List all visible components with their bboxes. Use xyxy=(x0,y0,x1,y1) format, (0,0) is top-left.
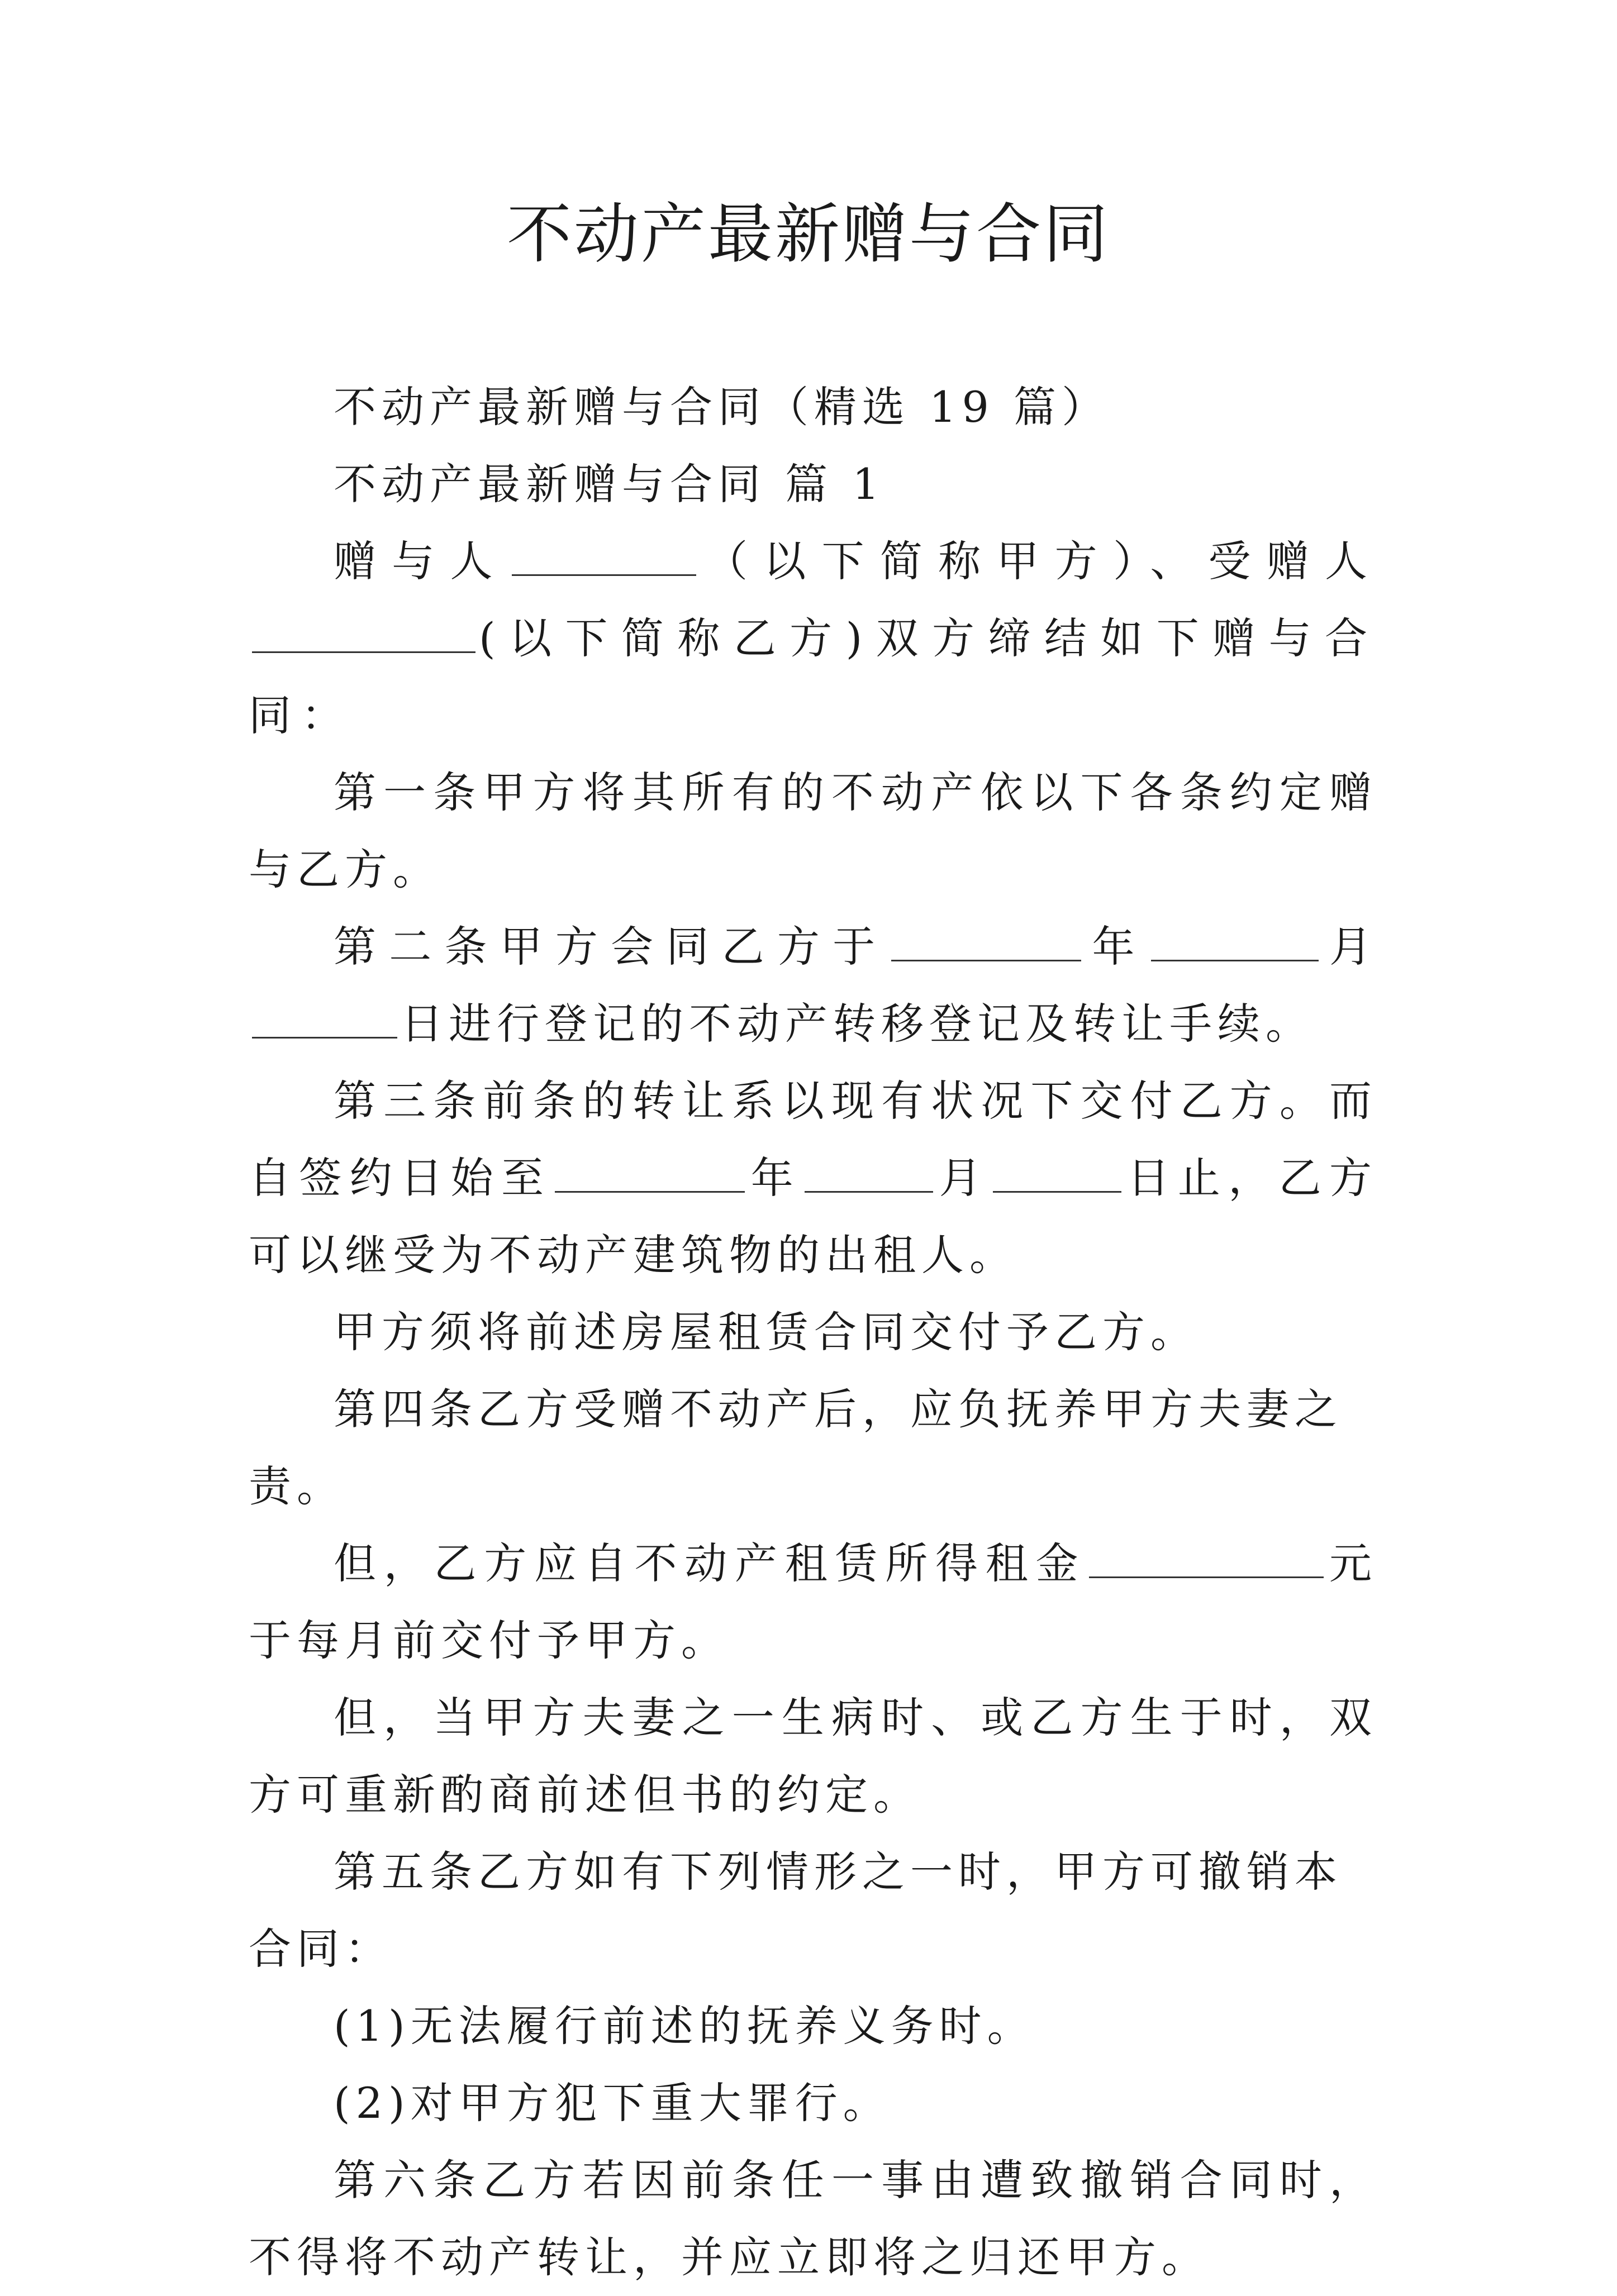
article-6: 第六条乙方若因前条任一事由遭致撤销合同时，不得将不动产转让，并应立即将之归还甲方。 xyxy=(249,2155,1377,2282)
article-4: 第四条乙方受赠不动产后，应负抚养甲方夫妻之责。 xyxy=(249,1384,1343,1511)
article-2-year: 年 xyxy=(1085,922,1148,971)
article-5-item-1: (1)无法履行前述的抚养义务时。 xyxy=(334,2001,1035,2051)
rent-blank xyxy=(1089,1537,1324,1578)
article-5-item-2: (2)对甲方犯下重大罪行。 xyxy=(334,2078,891,2128)
article-3 xyxy=(249,1063,1377,1294)
month-blank-2 xyxy=(805,1152,933,1193)
article-2-text-d: 日进行登记的不动产转移登记及转让手续。 xyxy=(401,999,1314,1049)
donee-label: （以下简称甲方）、受赠人 xyxy=(699,536,1378,586)
article-5: 第五条乙方如有下列情形之一时，甲方可撤销本合同： xyxy=(249,1847,1343,1974)
day-blank-2 xyxy=(993,1152,1121,1193)
article-3-year: 年 xyxy=(748,1153,802,1203)
parties-paragraph xyxy=(249,523,1377,754)
article-4-rent-a: 但，乙方应自不动产租赁所得租金 xyxy=(334,1538,1086,1588)
article-1: 第一条甲方将其所有的不动产依以下各条约定赠与乙方。 xyxy=(249,768,1377,894)
donor-blank xyxy=(512,535,696,576)
year-blank xyxy=(891,921,1081,961)
article-4-rent xyxy=(249,1525,1377,1679)
subtitle: 不动产最新赠与合同（精选 19 篇） xyxy=(334,382,1110,432)
article-3-lease: 甲方须将前述房屋租赁合同交付予乙方。 xyxy=(334,1307,1199,1357)
article-2-month: 月 xyxy=(1321,922,1378,971)
article-4-rent-b: 元于每月前交付予甲方。 xyxy=(249,1538,1377,1665)
article-3-text-d: 日止，乙方可以继受为不动产建筑物的出租人。 xyxy=(249,1153,1378,1280)
section-heading: 不动产最新赠与合同 篇 1 xyxy=(334,459,885,509)
year-blank-2 xyxy=(555,1152,745,1193)
article-4-proviso: 但，当甲方夫妻之一生病时、或乙方生于时，双方可重新酌商前述但书的约定。 xyxy=(249,1693,1377,1819)
donor-label: 赠与人 xyxy=(334,536,508,586)
article-2-text-a: 第二条甲方会同乙方于 xyxy=(334,922,888,971)
document-body xyxy=(249,369,1377,2296)
donee-blank xyxy=(252,612,475,653)
article-3-month: 月 xyxy=(936,1153,990,1203)
day-blank xyxy=(252,998,397,1039)
month-blank xyxy=(1151,921,1319,961)
article-3-text-a: 第三条前条的转让系以现有状况下交付乙方。而自签约日始至 xyxy=(249,1076,1377,1203)
article-2 xyxy=(249,908,1377,1063)
document-title: 不动产最新赠与合同 xyxy=(507,197,1110,272)
parties-tail: (以下简称乙方)双方缔结如下赠与合同： xyxy=(249,613,1377,740)
